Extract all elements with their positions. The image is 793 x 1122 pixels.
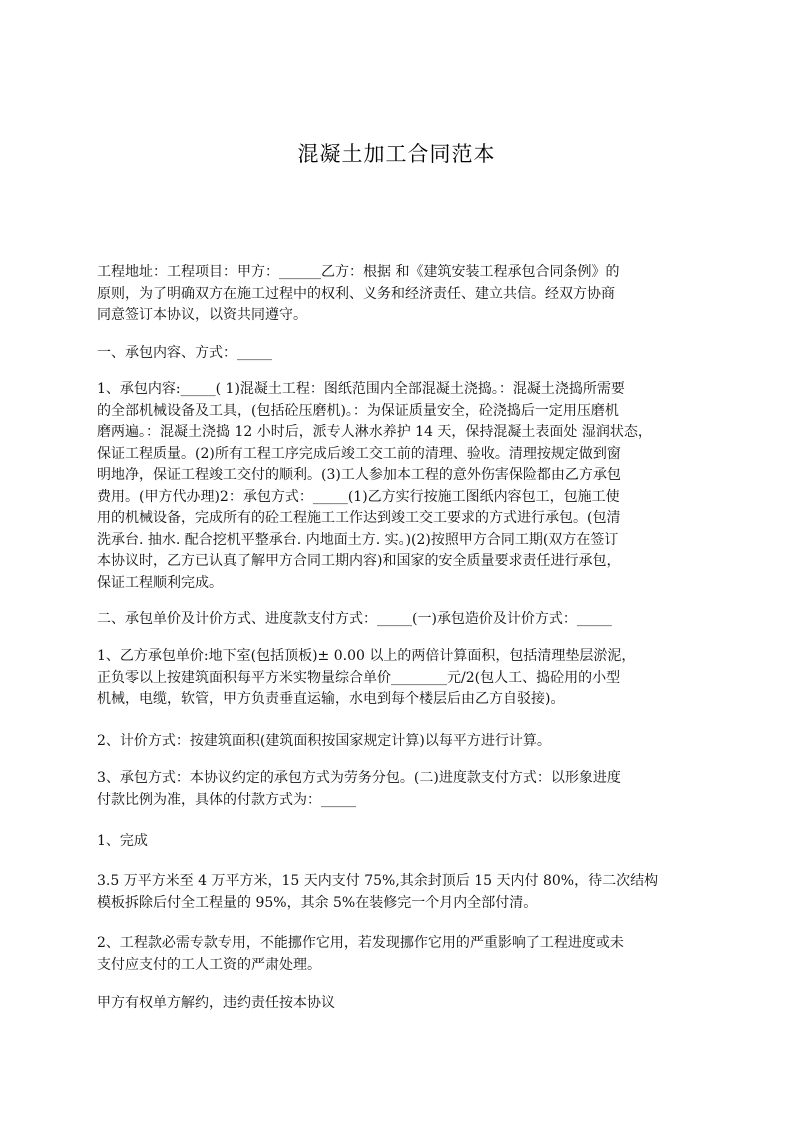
text-line: 1、承包内容:_____( 1)混凝土工程：图纸范围内全部混凝土浇捣。：混凝土浇捣所需要 — [97, 381, 625, 397]
text-line: 保证工程质量。(2)所有工程工序完成后竣工交工前的清理、验收。清理按规定做到窗 — [97, 445, 621, 462]
text-line: 用的机械设备，完成所有的砼工程施工工作达到竣工交工要求的方式进行承包。(包清 — [97, 510, 621, 526]
text-line: 工程地址：工程项目：甲方：______乙方：根据 和《建筑安装工程承包合同条例》的 — [97, 264, 620, 280]
special-funds-paragraph — [97, 933, 717, 976]
text-line: 原则，为了明确双方在施工过程中的权利、义务和经济责任、建立共信。经双方协商 — [97, 285, 615, 302]
text-line: 同意签订本协议，以资共同遵守。 — [97, 307, 307, 323]
text-line: 2、工程款必需专款专用，不能挪作它用，若发现挪作它用的严重影响了工程进度或未 — [97, 935, 624, 951]
payment-schedule-paragraph — [97, 871, 717, 914]
completion-item — [97, 831, 717, 853]
text-line: 1、乙方承包单价:地下室(包括顶板)± 0.00 以上的两倍计算面积，包括清理垫层淤泥， — [97, 648, 636, 664]
unit-price-paragraph — [97, 646, 717, 711]
preamble-paragraph — [97, 262, 717, 327]
text-line: 明地净，保证工程竣工交付的顺利。(3)工人参加本工程的意外伤害保险都由乙方承包 — [97, 467, 621, 483]
text-line: 二、承包单价及计价方式、进度款支付方式：_____(一)承包造价及计价方式：_____ — [97, 611, 612, 627]
text-line: 3.5 万平方米至 4 万平方米，15 天内支付 75%,其余封顶后 15 天内付 80%，待二次结构 — [97, 873, 659, 889]
pricing-method-paragraph — [97, 731, 717, 753]
text-line: 甲方有权单方解约，违约责任按本协议 — [97, 995, 335, 1011]
text-line: 的全部机械设备及工具，(包括砼压磨机)。：为保证质量安全，砼浇捣后一定用压磨机 — [97, 402, 619, 419]
text-line: 1、完成 — [97, 833, 148, 849]
text-line: 正负零以上按建筑面积每平方米实物量综合单价________元/2(包人工、捣砼用的小型 — [97, 669, 621, 686]
text-line: 本协议时，乙方已认真了解甲方合同工期内容)和国家的安全质量要求责任进行承包， — [97, 553, 621, 569]
contract-mode-paragraph — [97, 768, 717, 811]
contract-scope-paragraph — [97, 379, 717, 594]
text-line: 机械，电缆，软管，甲方负责垂直运输，水电到每个楼层后由乙方自驳接)。 — [97, 691, 565, 707]
section-heading-2 — [97, 609, 717, 631]
text-line: 保证工程顺利完成。 — [97, 574, 223, 591]
text-line: 模板拆除后付全工程量的 95%，其余 5%在装修完一个月内全部付清。 — [97, 894, 538, 911]
text-line: 洗承台. 抽水. 配合挖机平整承台. 内地面土方. 实。)(2)按照甲方合同工期(双方在签订 — [97, 531, 619, 548]
termination-paragraph — [97, 993, 717, 1015]
section-heading-1 — [97, 343, 717, 365]
text-line: 一、承包内容、方式：_____ — [97, 345, 272, 361]
text-line: 磨两遍。：混凝土浇捣 12 小时后，派专人淋水养护 14 天，保持混凝土表面处 湿润状态， — [97, 424, 652, 440]
text-line: 3、承包方式：本协议约定的承包方式为劳务分包。(二)进度款支付方式：以形象进度 — [97, 770, 621, 786]
text-line: 费用。(甲方代办理)2：承包方式：_____(1)乙方实行按施工图纸内容包工，包施工使 — [97, 488, 620, 505]
document-title: 混凝土加工合同范本 — [297, 142, 496, 166]
text-line: 2、计价方式：按建筑面积(建筑面积按国家规定计算)以每平方进行计算。 — [97, 733, 551, 749]
text-line: 付款比例为准，具体的付款方式为：_____ — [97, 791, 356, 808]
text-line: 支付应支付的工人工资的严肃处理。 — [97, 956, 321, 973]
